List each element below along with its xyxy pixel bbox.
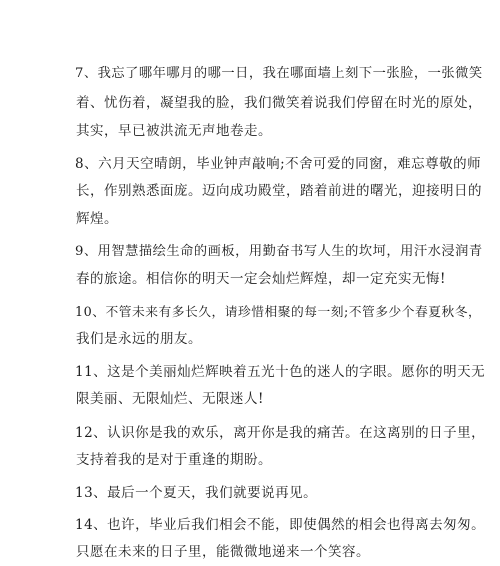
paragraph-line: 14、也许，毕业后我们相会不能，即使偶然的相会也得离去匆匆。	[75, 517, 486, 533]
paragraph-line: 11、这是个美丽灿烂辉映着五光十色的迷人的字眼。愿你的明天无	[75, 364, 486, 380]
paragraph-line: 春的旅途。相信你的明天一定会灿烂辉煌，却一定充实无悔!	[76, 271, 446, 287]
paragraph-line: 12、认识你是我的欢乐，离开你是我的痛苦。在这离别的日子里，	[75, 425, 486, 441]
paragraph-line: 9、用智慧描绘生命的画板，用勤奋书写人生的坎坷，用汗水浸润青	[75, 244, 483, 259]
paragraph-line: 支持着我的是对于重逢的期盼。	[76, 452, 272, 468]
paragraph-line: 13、最后一个夏天，我们就要说再见。	[75, 485, 318, 501]
paragraph-line: 7、我忘了哪年哪月的哪一日，我在哪面墙上刻下一张脸，一张微笑	[75, 66, 483, 81]
paragraph-line: 我们是永远的朋友。	[76, 331, 202, 347]
paragraph-line: 辉煌。	[76, 211, 118, 227]
paragraph-line: 着、忧伤着，凝望我的脸，我们微笑着说我们停留在时光的原处，	[76, 95, 482, 111]
paragraph-line: 其实，早已被洪流无声地卷走。	[76, 123, 272, 139]
paragraph-line: 只愿在未来的日子里，能微微地递来一个笑容。	[76, 544, 370, 560]
paragraph-line: 8、六月天空晴朗，毕业钟声敲响;不舍可爱的同窗，难忘尊敬的师	[75, 156, 482, 172]
paragraph-line: 限美丽、无限灿烂、无限迷人!	[76, 391, 264, 407]
paragraph-line: 10、不管未来有多长久，请珍惜相聚的每一刻;不管多少个春夏秋冬，	[75, 305, 482, 320]
paragraph-line: 长，作别熟悉面庞。迈向成功殿堂，踏着前进的曙光，迎接明日的	[76, 183, 482, 199]
